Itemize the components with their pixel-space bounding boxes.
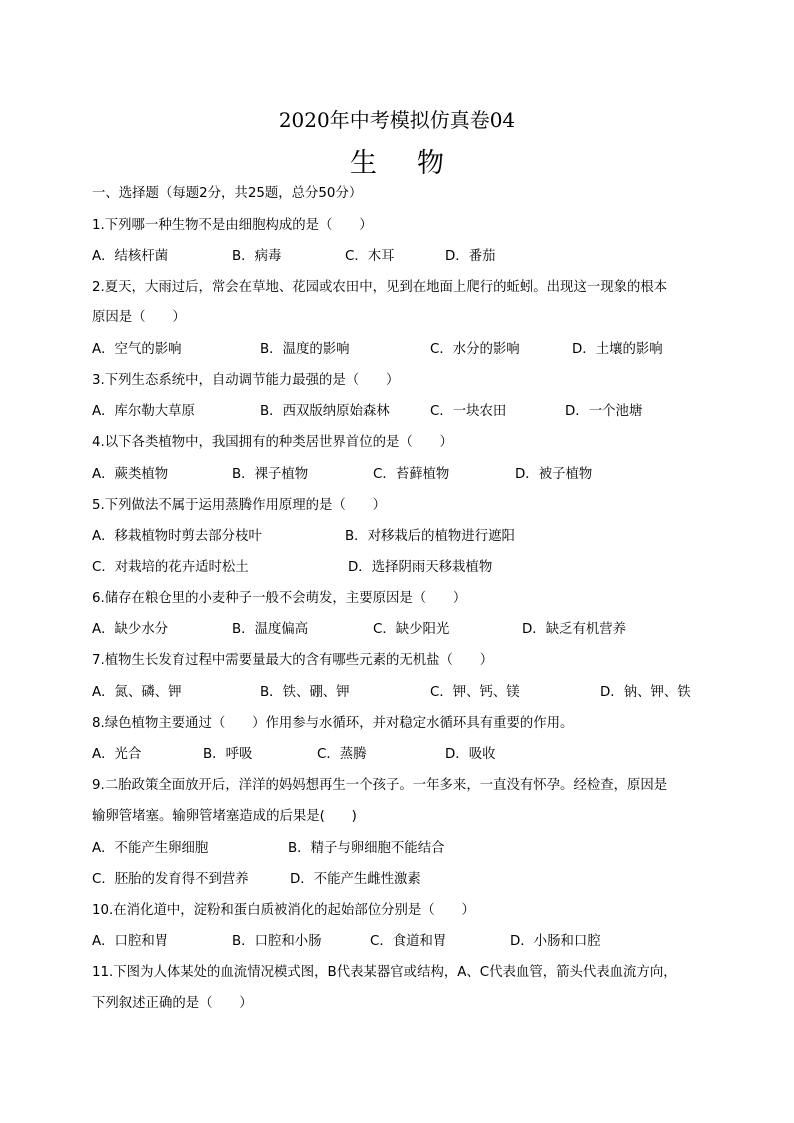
question-stem: 6.储存在粮仓里的小麦种子一般不会萌发，主要原因是（ ）	[92, 591, 467, 606]
option: D．选择阴雨天移栽植物	[348, 560, 493, 575]
option: D．缺乏有机营养	[522, 622, 627, 637]
question-stem: 5.下列做法不属于运用蒸腾作用原理的是（ ）	[92, 498, 386, 513]
option: B．对移栽后的植物进行遮阳	[345, 529, 515, 544]
option: B．口腔和小肠	[232, 934, 322, 949]
option: C．缺少阳光	[373, 622, 450, 637]
subject-char-1: 生	[350, 148, 377, 179]
option: D．土壤的影响	[572, 342, 663, 357]
subject-title	[0, 141, 794, 180]
option: B．病毒	[232, 249, 282, 264]
option: A．氮、磷、钾	[92, 685, 182, 700]
option: C．对栽培的花卉适时松土	[92, 560, 249, 575]
option: A．光合	[92, 747, 142, 762]
section-heading: 一、选择题（每题2分，共25题，总分50分）	[92, 186, 363, 201]
question-stem: 原因是（ ）	[92, 310, 186, 325]
option: D．番茄	[445, 249, 496, 264]
option: B．铁、硼、钾	[260, 685, 350, 700]
option: A．空气的影响	[92, 342, 182, 357]
question-stem: 9.二胎政策全面放开后，洋洋的妈妈想再生一个孩子。一年多来，一直没有怀孕。经检查，原因是	[92, 778, 668, 793]
question-stem: 10.在消化道中，淀粉和蛋白质被消化的起始部位分别是（ ）	[92, 903, 475, 918]
option: C．苔藓植物	[373, 467, 450, 482]
option: B．裸子植物	[232, 467, 309, 482]
option: A．库尔勒大草原	[92, 404, 195, 419]
option: B．精子与卵细胞不能结合	[288, 841, 445, 856]
option: D．一个池塘	[565, 404, 643, 419]
option: D．不能产生雌性激素	[290, 872, 421, 887]
exam-title: 2020年中考模拟仿真卷04	[278, 108, 516, 132]
option: A．缺少水分	[92, 622, 169, 637]
option: A．不能产生卵细胞	[92, 841, 209, 856]
option: C．胚胎的发育得不到营养	[92, 872, 249, 887]
option: B．温度的影响	[260, 342, 350, 357]
option: A．结核杆菌	[92, 249, 169, 264]
question-stem: 4.以下各类植物中，我国拥有的种类居世界首位的是（ ）	[92, 435, 453, 450]
question-stem: 8.绿色植物主要通过（ ）作用参与水循环，并对稳定水循环具有重要的作用。	[92, 716, 574, 731]
option: C．木耳	[345, 249, 395, 264]
option: C．钾、钙、镁	[430, 685, 520, 700]
option: D．钠、钾、铁	[600, 685, 691, 700]
option: A．蕨类植物	[92, 467, 169, 482]
option: B．温度偏高	[232, 622, 309, 637]
option: B．西双版纳原始森林	[260, 404, 390, 419]
option: D．被子植物	[515, 467, 593, 482]
question-stem: 2.夏天，大雨过后，常会在草地、花园或农田中，见到在地面上爬行的蚯蚓。出现这一现象的根本	[92, 280, 668, 295]
question-stem: 1.下列哪一种生物不是由细胞构成的是（ ）	[92, 218, 373, 233]
option: C．食道和胃	[370, 934, 447, 949]
question-stem: 11.下图为人体某处的血流情况模式图，B代表某器官或结构，A、C代表血管，箭头代表血流方向，	[92, 965, 677, 980]
subject-char-2: 物	[417, 148, 444, 179]
option: A．口腔和胃	[92, 934, 169, 949]
option: A．移栽植物时剪去部分枝叶	[92, 529, 262, 544]
option: C．水分的影响	[430, 342, 520, 357]
option: B．呼吸	[203, 747, 253, 762]
question-stem: 7.植物生长发育过程中需要量最大的含有哪些元素的无机盐（ ）	[92, 653, 494, 668]
question-stem: 下列叙述正确的是（ ）	[92, 996, 253, 1011]
question-stem: 输卵管堵塞。输卵管堵塞造成的后果是( )	[92, 809, 357, 824]
option: C．一块农田	[430, 404, 507, 419]
question-stem: 3.下列生态系统中，自动调节能力最强的是（ ）	[92, 373, 400, 388]
option: D．吸收	[445, 747, 496, 762]
option: C．蒸腾	[317, 747, 367, 762]
option: D．小肠和口腔	[510, 934, 601, 949]
